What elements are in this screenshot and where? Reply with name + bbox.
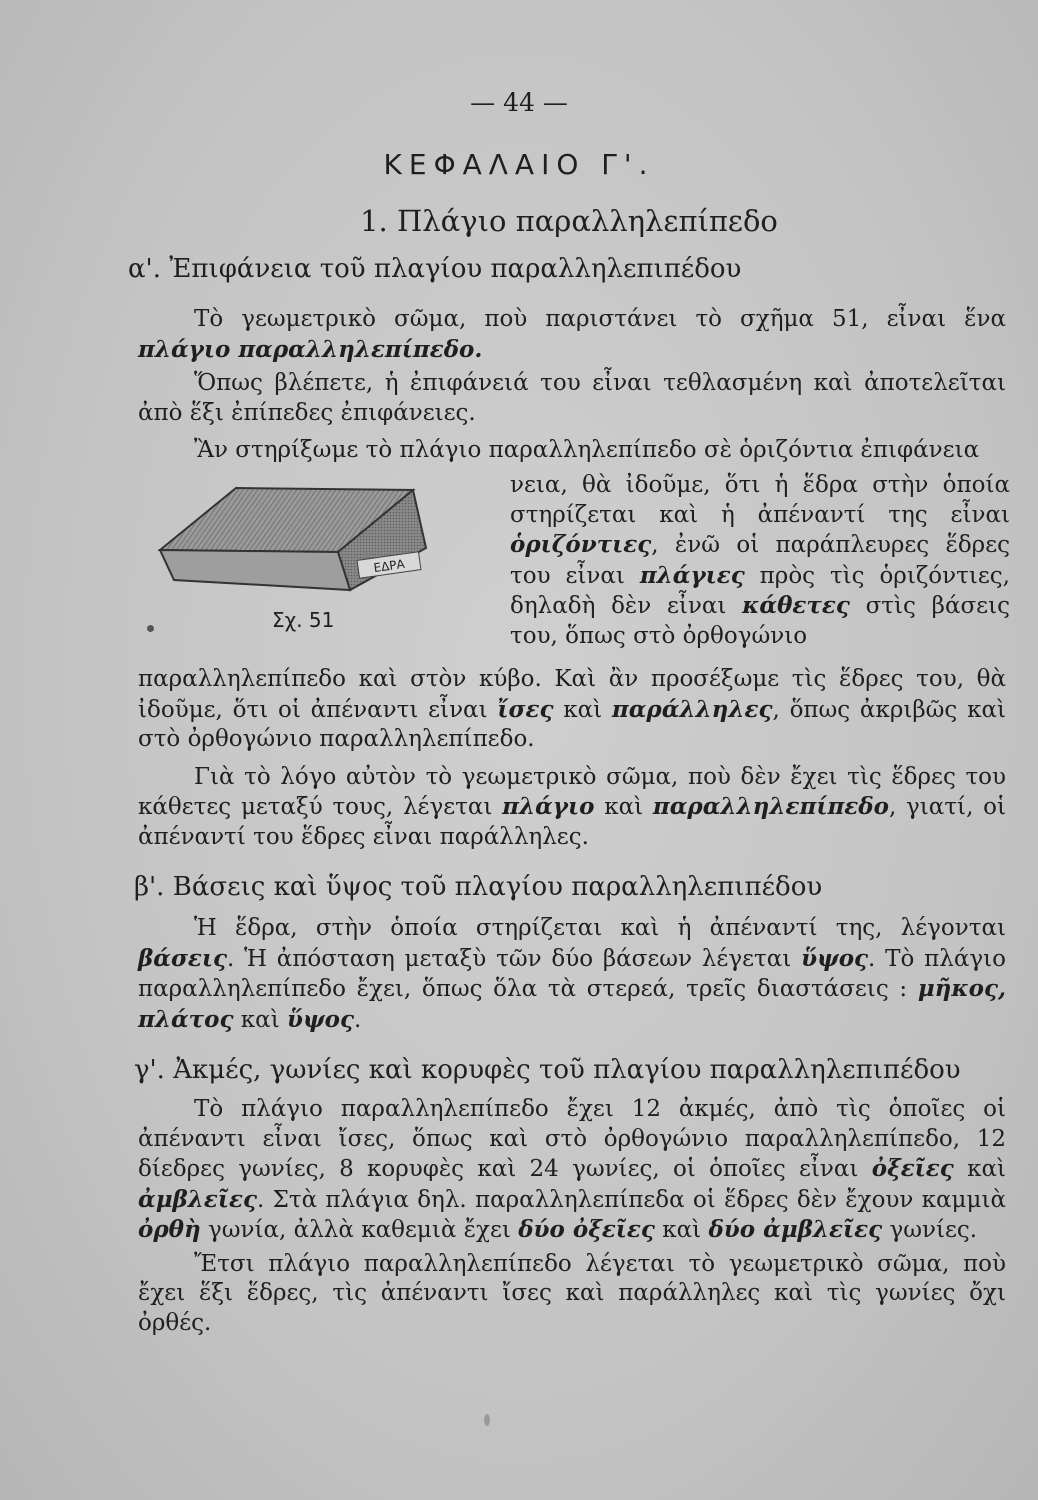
section-title: 1. Πλάγιο παραλληλεπίπεδο — [360, 204, 778, 238]
text: . — [354, 1006, 362, 1033]
text: παραλληλεπίπεδο καὶ στὸν κύβο. Καὶ ἂν προσέξωμε τὶς ἕδρες του, θὰ ἰδοῦμε, ὅτι οἱ ἀπέναντι εἶναι — [138, 666, 1006, 723]
term-ises: ἴσες — [497, 695, 554, 723]
text: καὶ — [953, 1156, 1006, 1182]
margin-dot — [147, 625, 154, 632]
text: . Στὰ πλάγια δηλ. παραλληλεπίπεδα οἱ ἕδρες δὲν ἔχουν καμμιὰ — [257, 1186, 1006, 1213]
term-orthi: ὀρθὴ — [138, 1216, 201, 1243]
text: , ὅπως ἀκριβῶς καὶ στὸ ὀρθογώνιο παραλληλεπίπεδο. — [138, 696, 1006, 752]
text: γωνίες. — [882, 1217, 978, 1243]
content-below-figure — [134, 665, 1006, 1338]
text: . Ἡ ἀπόσταση μεταξὺ τῶν δύο βάσεων λέγεται — [227, 945, 802, 972]
paragraph-c1 — [138, 1095, 1006, 1246]
paragraph-a4 — [138, 763, 1006, 853]
text: γωνία, ἀλλὰ καθεμιὰ ἔχει — [200, 1217, 519, 1243]
text: . Τὸ πλάγιο παραλληλεπίπεδο ἔχει, ὅπως ὅλα τὰ στερεά, τρεῖς διαστάσεις : — [138, 945, 1006, 1002]
term-ypsos-2: ὕψος — [287, 1005, 354, 1033]
term-dyo-amvleies: δύο ἀμβλεῖες — [708, 1216, 883, 1243]
text: Ἡ ἕδρα, στὴν ὁποία στηρίζεται καὶ ἡ ἀπέναντί της, λέγονται — [194, 915, 1006, 941]
text: καὶ — [233, 1006, 288, 1033]
figure-oblique-parallelepiped — [158, 478, 498, 598]
text: πρὸς τὶς ὁριζόντιες, δηλαδὴ δὲν εἶναι — [510, 562, 1010, 620]
term-ypsos: ὕψος — [801, 944, 869, 972]
text: Γιὰ τὸ λόγο αὐτὸν τὸ γεωμετρικὸ σῶμα, ποὺ δὲν ἔχει τὶς ἕδρες του κάθετες μεταξύ τους, λέγεται — [138, 763, 1006, 820]
subsection-c-title: γ'. Ἀκμές, γωνίες καὶ κορυφὲς τοῦ πλαγίου παραλληλεπιπέδου — [134, 1055, 961, 1085]
text: καὶ — [553, 696, 612, 723]
text: , γιατί, οἱ ἀπέναντί του ἕδρες εἶναι παράλληλες. — [138, 794, 1006, 850]
left-face — [160, 550, 350, 590]
term-plagio-parallilepipedo: πλάγιο παραλληλεπίπεδο. — [138, 335, 483, 363]
paragraph-b1 — [138, 914, 1006, 1035]
term-oxeies: ὀξεῖες — [871, 1155, 954, 1182]
paragraph-a3-first-line: Ἂν στηρίξωμε τὸ πλάγιο παραλληλεπίπεδο σὲ ὁριζόντια ἐπιφάνεια — [194, 437, 980, 463]
paragraph-a1 — [138, 305, 1006, 365]
face-label: ΕΔΡΑ — [372, 556, 406, 576]
paragraph-a2: Ὅπως βλέπετε, ἡ ἐπιφάνειά του εἶναι τεθλασμένη καὶ ἀποτελεῖται ἀπὸ ἕξι ἐπίπεδες ἐπιφάνειες. — [138, 370, 1006, 426]
term-parallhles: παράλληλες — [611, 695, 773, 723]
bottom-smudge — [484, 1414, 490, 1426]
paragraph-a3-side-column — [510, 471, 1010, 652]
text: , ἐνῶ οἱ παράπλευρες ἕδρες του εἶναι — [510, 532, 1010, 589]
term-dyo-oxeies: δύο ὀξεῖες — [518, 1216, 655, 1243]
text: Τὸ γεωμετρικὸ σῶμα, ποὺ παριστάνει τὸ σχῆμα 51, εἶναι ἕνα — [194, 306, 1006, 332]
figure-caption: Σχ. 51 — [272, 608, 335, 632]
page-number: — 44 — — [470, 88, 568, 117]
term-parallilepipedo: παραλληλεπίπεδο — [652, 793, 889, 820]
term-amvleies: ἀμβλεῖες — [138, 1185, 258, 1213]
term-kathetes: κάθετες — [742, 592, 850, 620]
paragraph-a3-continued — [138, 665, 1006, 755]
term-plagio: πλάγιο — [502, 793, 595, 820]
term-orizonties: ὁριζόντιες — [510, 531, 652, 559]
subsection-a-title: α'. Ἐπιφάνεια τοῦ πλαγίου παραλληλεπιπέδου — [128, 254, 742, 284]
term-vaseis: βάσεις — [138, 944, 228, 972]
chapter-heading: ΚΕΦΑΛΑΙΟ Γ'. — [383, 148, 655, 181]
term-mikos-platos: μῆκος, πλάτος — [138, 975, 1006, 1033]
subsection-b-title: β'. Βάσεις καὶ ὕψος τοῦ πλαγίου παραλληλεπιπέδου — [134, 872, 823, 902]
text: Τὸ πλάγιο παραλληλεπίπεδο ἔχει 12 ἀκμές, ἀπὸ τὶς ὁποῖες οἱ ἀπέναντι εἶναι ἴσες, ὅπως καὶ στὸ ὀρθογώνιο παραλληλεπίπεδο, 12 δίεδρες γωνίες, 8 κορυφὲς καὶ 24 γωνίες, οἱ ὁποῖες εἶναι — [138, 1096, 1006, 1182]
term-plagies: πλάγιες — [639, 561, 745, 589]
text: καὶ — [594, 794, 653, 820]
text: νεια, θὰ ἰδοῦμε, ὅτι ἡ ἕδρα στὴν ὁποία στηρίζεται καὶ ἡ ἀπέναντί της εἶναι — [510, 472, 1010, 528]
paragraph-c2: Ἔτσι πλάγιο παραλληλεπίπεδο λέγεται τὸ γεωμετρικὸ σῶμα, ποὺ ἔχει ἕξι ἕδρες, τὶς ἀπέναντι ἴσες καὶ παράλληλες καὶ τὶς γωνίες ὄχι ὀρθές. — [138, 1250, 1006, 1336]
text: στὶς βάσεις του, ὅπως στὸ ὀρθογώνιο — [510, 593, 1010, 649]
text: καὶ — [654, 1217, 709, 1243]
